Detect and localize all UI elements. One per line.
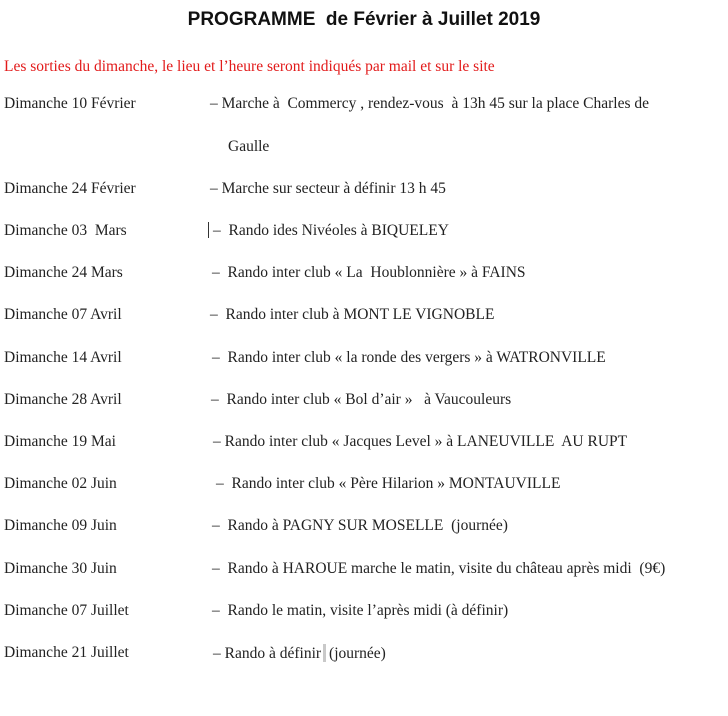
event-date: Dimanche 19 Mai (4, 433, 116, 450)
event-date: Dimanche 24 Février (4, 180, 136, 197)
event-description: – Rando à PAGNY SUR MOSELLE (journée) (212, 517, 508, 534)
event-date: Dimanche 30 Juin (4, 560, 117, 577)
event-date: Dimanche 21 Juillet (4, 644, 129, 661)
event-description: – Rando inter club « la ronde des vergers » à WATRONVILLE (212, 349, 606, 366)
event-description: – Rando le matin, visite l’après midi (à définir) (212, 602, 509, 619)
event-row (0, 475, 728, 497)
page-title: PROGRAMME de Février à Juillet 2019 (187, 9, 541, 30)
event-row (0, 602, 728, 624)
event-date: Dimanche 09 Juin (4, 517, 117, 534)
selection-mark (323, 644, 326, 662)
text-cursor (208, 222, 209, 238)
event-row (0, 264, 728, 286)
event-date: Dimanche 28 Avril (4, 391, 122, 408)
event-description: – Rando ides Nivéoles à BIQUELEY (213, 222, 449, 239)
event-description: – Rando inter club à MONT LE VIGNOBLE (210, 306, 495, 323)
event-row (0, 517, 728, 539)
event-description: – Rando à HAROUE marche le matin, visite du château après midi (9€) (212, 560, 666, 577)
event-row (0, 349, 728, 371)
event-description: – Marche à Commercy , rendez-vous à 13h 45 sur la place Charles de (210, 95, 650, 112)
event-description-suffix: (journée) (329, 645, 386, 662)
event-row-continuation (0, 138, 728, 160)
event-date: Dimanche 07 Juillet (4, 602, 129, 619)
event-row (0, 433, 728, 455)
event-description: – Marche sur secteur à définir 13 h 45 (210, 180, 446, 197)
event-date: Dimanche 02 Juin (4, 475, 117, 492)
event-date: Dimanche 14 Avril (4, 349, 122, 366)
event-row (0, 560, 728, 582)
event-description-wrap (213, 644, 386, 663)
event-description: – Rando inter club « La Houblonnière » à FAINS (212, 264, 526, 281)
event-date: Dimanche 07 Avril (4, 306, 122, 323)
event-date: Dimanche 03 Mars (4, 222, 127, 239)
event-date: Dimanche 24 Mars (4, 264, 123, 281)
event-row (0, 95, 728, 117)
event-row (0, 306, 728, 328)
event-description-wrap (208, 222, 449, 240)
event-description-continuation: Gaulle (228, 138, 270, 155)
event-row (0, 180, 728, 202)
event-description: – Rando inter club « Bol d’air » à Vaucouleurs (211, 391, 512, 408)
event-row (0, 222, 728, 244)
event-description: – Rando à définir (213, 645, 322, 662)
intro-note: Les sorties du dimanche, le lieu et l’heure seront indiqués par mail et sur le site (4, 58, 495, 75)
event-date: Dimanche 10 Février (4, 95, 136, 112)
event-row (0, 391, 728, 413)
event-row (0, 644, 728, 666)
event-description: – Rando inter club « Père Hilarion » MONTAUVILLE (216, 475, 561, 492)
event-description: – Rando inter club « Jacques Level » à LANEUVILLE AU RUPT (213, 433, 628, 450)
